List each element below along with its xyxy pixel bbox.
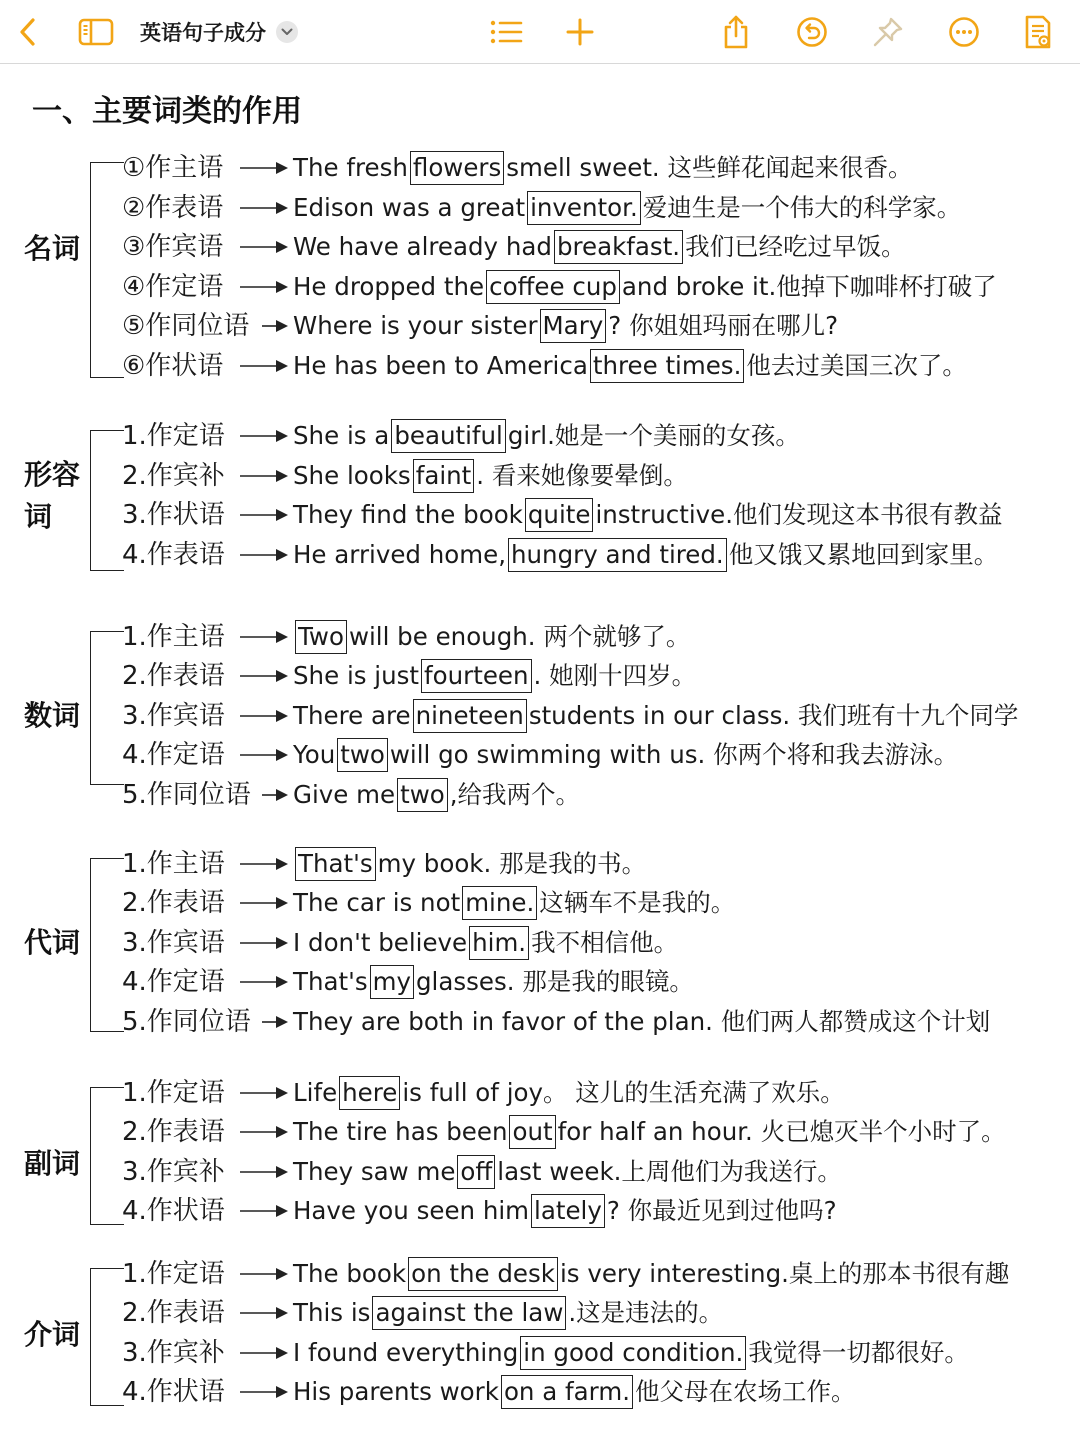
example-sentence bbox=[293, 775, 580, 815]
highlighted-word: in good condition. bbox=[520, 1336, 746, 1370]
sentence-after: . 她刚十四岁。 bbox=[533, 661, 697, 690]
arrow-right-icon bbox=[240, 933, 288, 953]
role-label: ①作主语 bbox=[122, 153, 224, 183]
highlighted-word: fourteen bbox=[421, 659, 532, 693]
highlighted-word: here bbox=[339, 1076, 400, 1110]
highlighted-word: my bbox=[370, 965, 414, 999]
sentence-before: You bbox=[293, 740, 336, 769]
chevron-down-icon bbox=[276, 21, 298, 43]
role-label: 4.作定语 bbox=[122, 740, 225, 770]
list-item bbox=[0, 696, 1080, 736]
sentence-before: The tire has been bbox=[293, 1117, 508, 1146]
arrow-right-icon bbox=[240, 1343, 288, 1363]
role-label: 1.作定语 bbox=[122, 421, 225, 451]
sentence-after: 他去过美国三次了。 bbox=[746, 351, 967, 380]
role-label: 1.作定语 bbox=[122, 1078, 225, 1108]
list-item bbox=[0, 1293, 1080, 1333]
arrow-right-icon bbox=[240, 1122, 288, 1142]
sentence-after: is full of joy。 这儿的生活充满了欢乐。 bbox=[402, 1078, 845, 1107]
list-item bbox=[0, 1152, 1080, 1192]
sentence-after: 他又饿又累地回到家里。 bbox=[728, 540, 999, 569]
sentence-before: She looks bbox=[293, 461, 411, 490]
highlighted-word: three times. bbox=[590, 349, 745, 383]
list-item bbox=[0, 883, 1080, 923]
sentence-before: He has been to America bbox=[293, 351, 588, 380]
sentence-after: and broke it.他掉下咖啡杯打破了 bbox=[621, 272, 997, 301]
highlighted-word: That's bbox=[295, 847, 376, 881]
sentence-after: for half an hour. 火已熄灭半个小时了。 bbox=[557, 1117, 1006, 1146]
example-sentence bbox=[293, 1293, 723, 1333]
arrow-right-icon bbox=[240, 1083, 288, 1103]
sentence-after: instructive.他们发现这本书很有教益 bbox=[595, 500, 1003, 529]
arrow-right-icon bbox=[240, 237, 288, 257]
list-item bbox=[0, 227, 1080, 267]
sentence-after: 他父母在农场工作。 bbox=[634, 1377, 856, 1406]
arrow-right-icon bbox=[262, 316, 288, 336]
arrow-right-icon bbox=[240, 356, 288, 376]
sentence-before: Life bbox=[293, 1078, 338, 1107]
list-item bbox=[0, 1372, 1080, 1412]
arrow-right-icon bbox=[240, 666, 288, 686]
page-heading: 一、主要词类的作用 bbox=[32, 94, 302, 129]
role-label: ③作宾语 bbox=[122, 232, 224, 262]
highlighted-word: beautiful bbox=[391, 419, 506, 453]
arrow-right-icon bbox=[240, 426, 288, 446]
list-item bbox=[0, 495, 1080, 535]
arrow-right-icon bbox=[240, 198, 288, 218]
list-item bbox=[0, 267, 1080, 307]
share-icon[interactable] bbox=[716, 12, 756, 52]
example-sentence bbox=[293, 883, 735, 923]
sentence-before: This is bbox=[293, 1298, 371, 1327]
arrow-right-icon bbox=[240, 1162, 288, 1182]
sentence-before: His parents work bbox=[293, 1377, 499, 1406]
example-sentence bbox=[293, 188, 961, 228]
arrow-right-icon bbox=[240, 627, 288, 647]
highlighted-word: inventor. bbox=[527, 191, 641, 225]
role-label: 1.作主语 bbox=[122, 849, 225, 879]
sentence-before: There are bbox=[293, 701, 411, 730]
category-label: 副词 bbox=[24, 1147, 81, 1180]
example-sentence bbox=[293, 1333, 969, 1373]
document-icon[interactable] bbox=[1018, 12, 1058, 52]
category-label-line: 词 bbox=[24, 500, 53, 533]
highlighted-word: lately bbox=[531, 1194, 605, 1228]
example-sentence bbox=[293, 1372, 855, 1412]
list-item bbox=[0, 456, 1080, 496]
list-item bbox=[0, 735, 1080, 775]
section-2 bbox=[0, 416, 1080, 591]
role-label: 2.作表语 bbox=[122, 1298, 225, 1328]
sentence-before: They are both in favor of the plan. 他们两人都赞成这个计划 bbox=[293, 1007, 991, 1036]
list-item bbox=[0, 617, 1080, 657]
highlighted-word: Mary bbox=[540, 309, 607, 343]
sentence-after: 我不相信他。 bbox=[531, 928, 679, 957]
example-sentence bbox=[293, 456, 688, 496]
section-4 bbox=[0, 844, 1080, 1052]
sentence-before: He dropped the bbox=[293, 272, 485, 301]
example-sentence bbox=[293, 148, 913, 188]
arrow-right-icon bbox=[240, 545, 288, 565]
back-chevron-icon[interactable] bbox=[10, 12, 46, 52]
role-label: 3.作状语 bbox=[122, 500, 225, 530]
role-label: 1.作定语 bbox=[122, 1259, 225, 1289]
category-label: 数词 bbox=[24, 699, 81, 732]
highlighted-word: breakfast. bbox=[554, 230, 683, 264]
role-label: 5.作同位语 bbox=[122, 780, 251, 810]
example-sentence bbox=[293, 416, 800, 456]
list-item bbox=[0, 1073, 1080, 1113]
section-3 bbox=[0, 617, 1080, 810]
example-sentence bbox=[293, 495, 1003, 535]
list-item bbox=[0, 1333, 1080, 1373]
arrow-right-icon bbox=[262, 785, 288, 805]
highlighted-word: off bbox=[457, 1155, 495, 1189]
list-item bbox=[0, 775, 1080, 815]
toolbar bbox=[0, 0, 1080, 64]
role-label: 2.作宾补 bbox=[122, 461, 225, 491]
sentence-after: ,给我两个。 bbox=[449, 780, 581, 809]
list-item bbox=[0, 923, 1080, 963]
arrow-right-icon bbox=[262, 1012, 288, 1032]
role-label: ⑤作同位语 bbox=[122, 311, 250, 341]
arrow-right-icon bbox=[240, 505, 288, 525]
more-icon[interactable] bbox=[944, 12, 984, 52]
sentence-after: ? 你最近见到过他吗? bbox=[606, 1196, 837, 1225]
example-sentence bbox=[293, 535, 998, 575]
list-item bbox=[0, 535, 1080, 575]
role-label: 2.作表语 bbox=[122, 888, 225, 918]
sentence-before: He arrived home, bbox=[293, 540, 506, 569]
example-sentence bbox=[293, 1191, 837, 1231]
role-label: 4.作定语 bbox=[122, 967, 225, 997]
highlighted-word: two bbox=[397, 778, 448, 812]
sentence-after: 爱迪生是一个伟大的科学家。 bbox=[642, 193, 962, 222]
sentence-before: Have you seen him bbox=[293, 1196, 530, 1225]
sentence-after: glasses. 那是我的眼镜。 bbox=[416, 967, 694, 996]
role-label: 1.作主语 bbox=[122, 622, 225, 652]
sentence-after: 我们已经吃过早饭。 bbox=[685, 232, 906, 261]
sentence-after: 这辆车不是我的。 bbox=[539, 888, 736, 917]
sentence-before: The book bbox=[293, 1259, 407, 1288]
list-item bbox=[0, 306, 1080, 346]
example-sentence bbox=[293, 696, 1018, 736]
sentence-before: Give me bbox=[293, 780, 396, 809]
arrow-right-icon bbox=[240, 466, 288, 486]
role-label: 3.作宾补 bbox=[122, 1338, 225, 1368]
example-sentence bbox=[293, 923, 678, 963]
sentence-after: last week.上周他们为我送行。 bbox=[497, 1157, 842, 1186]
sentence-after: is very interesting.桌上的那本书很有趣 bbox=[559, 1259, 1010, 1288]
sentence-before: Edison was a great bbox=[293, 193, 526, 222]
highlighted-word: flowers bbox=[410, 151, 504, 185]
arrow-right-icon bbox=[240, 158, 288, 178]
sentence-before: I found everything bbox=[293, 1338, 519, 1367]
highlighted-word: him. bbox=[469, 926, 529, 960]
list-item bbox=[0, 656, 1080, 696]
role-label: ②作表语 bbox=[122, 193, 224, 223]
sentence-before: That's bbox=[293, 967, 368, 996]
highlighted-word: out bbox=[509, 1115, 555, 1149]
sentence-after: . 看来她像要晕倒。 bbox=[476, 461, 688, 490]
list-item bbox=[0, 148, 1080, 188]
arrow-right-icon bbox=[240, 1303, 288, 1323]
highlighted-word: Two bbox=[295, 620, 347, 654]
undo-icon[interactable] bbox=[792, 12, 832, 52]
highlighted-word: mine. bbox=[462, 886, 537, 920]
sentence-after: 我觉得一切都很好。 bbox=[748, 1338, 969, 1367]
document-title: 英语句子成分 bbox=[140, 21, 266, 45]
sentence-before: They find the book bbox=[293, 500, 523, 529]
section-1 bbox=[0, 148, 1080, 398]
role-label: 5.作同位语 bbox=[122, 1007, 251, 1037]
list-item bbox=[0, 844, 1080, 884]
sentence-before: Where is your sister bbox=[293, 311, 538, 340]
sentence-after: smell sweet. 这些鲜花闻起来很香。 bbox=[506, 153, 913, 182]
highlighted-word: nineteen bbox=[413, 699, 527, 733]
arrow-right-icon bbox=[240, 1264, 288, 1284]
sentence-before: She is just bbox=[293, 661, 420, 690]
highlighted-word: against the law bbox=[372, 1296, 566, 1330]
sentence-after: ? 你姐姐玛丽在哪儿? bbox=[608, 311, 839, 340]
example-sentence bbox=[293, 962, 694, 1002]
role-label: 4.作状语 bbox=[122, 1196, 225, 1226]
arrow-right-icon bbox=[240, 706, 288, 726]
sentence-before: The car is not bbox=[293, 888, 461, 917]
highlighted-word: faint bbox=[413, 459, 475, 493]
example-sentence bbox=[293, 1254, 1009, 1294]
category-label: 介词 bbox=[24, 1318, 81, 1351]
highlighted-word: coffee cup bbox=[486, 270, 620, 304]
category-label: 名词 bbox=[24, 232, 81, 265]
category-label: 代词 bbox=[24, 926, 81, 959]
sentence-before: We have already had bbox=[293, 232, 552, 261]
role-label: ④作定语 bbox=[122, 272, 224, 302]
list-item bbox=[0, 962, 1080, 1002]
example-sentence bbox=[293, 844, 646, 884]
arrow-right-icon bbox=[240, 1201, 288, 1221]
example-sentence bbox=[293, 227, 906, 267]
arrow-right-icon bbox=[240, 854, 288, 874]
highlighted-word: two bbox=[337, 738, 388, 772]
highlighted-word: hungry and tired. bbox=[508, 538, 727, 572]
sentence-after: girl.她是一个美丽的女孩。 bbox=[507, 421, 800, 450]
highlighted-word: on a farm. bbox=[501, 1375, 633, 1409]
example-sentence bbox=[293, 617, 690, 657]
list-icon[interactable] bbox=[486, 12, 526, 52]
list-item bbox=[0, 188, 1080, 228]
role-label: 2.作表语 bbox=[122, 1117, 225, 1147]
arrow-right-icon bbox=[240, 972, 288, 992]
list-item bbox=[0, 416, 1080, 456]
sentence-after: students in our class. 我们班有十九个同学 bbox=[528, 701, 1019, 730]
arrow-right-icon bbox=[240, 745, 288, 765]
sentence-after: my book. 那是我的书。 bbox=[377, 849, 647, 878]
sentence-before: The fresh bbox=[293, 153, 408, 182]
role-label: 2.作表语 bbox=[122, 661, 225, 691]
section-6 bbox=[0, 1254, 1080, 1426]
role-label: 3.作宾语 bbox=[122, 701, 225, 731]
example-sentence bbox=[293, 306, 838, 346]
role-label: 4.作表语 bbox=[122, 540, 225, 570]
example-sentence bbox=[293, 346, 967, 386]
pin-icon[interactable] bbox=[868, 12, 908, 52]
arrow-right-icon bbox=[240, 1382, 288, 1402]
document-title-menu[interactable] bbox=[140, 14, 298, 50]
example-sentence bbox=[293, 1112, 1006, 1152]
section-5 bbox=[0, 1073, 1080, 1245]
sentence-after: will go swimming with us. 你两个将和我去游泳。 bbox=[389, 740, 959, 769]
example-sentence bbox=[293, 1073, 845, 1113]
example-sentence bbox=[293, 735, 958, 775]
list-item bbox=[0, 1254, 1080, 1294]
role-label: ⑥作状语 bbox=[122, 351, 224, 381]
list-item bbox=[0, 1002, 1080, 1042]
role-label: 3.作宾语 bbox=[122, 928, 225, 958]
plus-icon[interactable] bbox=[560, 12, 600, 52]
sentence-before: They saw me bbox=[293, 1157, 456, 1186]
highlighted-word: on the desk bbox=[408, 1257, 558, 1291]
role-label: 4.作状语 bbox=[122, 1377, 225, 1407]
sentence-after: .这是违法的。 bbox=[568, 1298, 724, 1327]
example-sentence bbox=[293, 1002, 990, 1042]
example-sentence bbox=[293, 1152, 842, 1192]
arrow-right-icon bbox=[240, 893, 288, 913]
list-item bbox=[0, 346, 1080, 386]
arrow-right-icon bbox=[240, 277, 288, 297]
sentence-after: will be enough. 两个就够了。 bbox=[348, 622, 691, 651]
example-sentence bbox=[293, 656, 696, 696]
sentence-before: She is a bbox=[293, 421, 390, 450]
highlighted-word: quite bbox=[525, 498, 594, 532]
category-label-line: 形容 bbox=[24, 458, 81, 491]
list-item bbox=[0, 1191, 1080, 1231]
list-item bbox=[0, 1112, 1080, 1152]
sentence-before: I don't believe bbox=[293, 928, 468, 957]
role-label: 3.作宾补 bbox=[122, 1157, 225, 1187]
sidebar-icon[interactable] bbox=[76, 12, 116, 52]
example-sentence bbox=[293, 267, 997, 307]
